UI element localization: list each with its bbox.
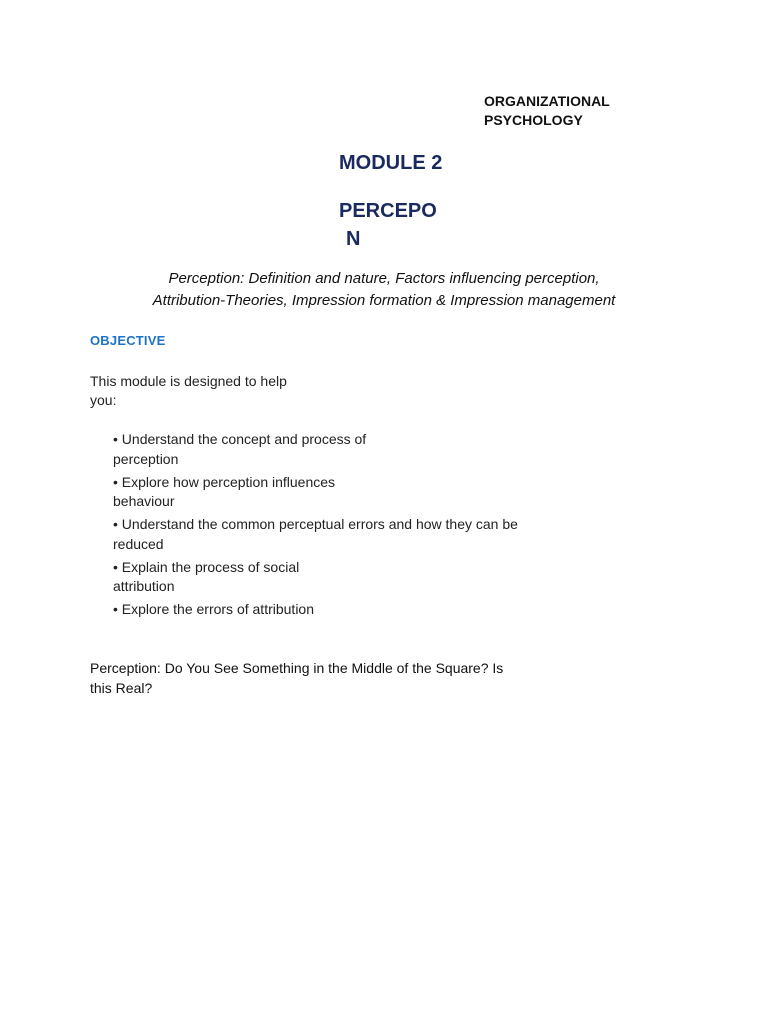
- closing-line-2: this Real?: [90, 680, 153, 696]
- list-item-line-1: • Understand the concept and process of: [113, 431, 367, 447]
- list-item-line-1: • Explain the process of social: [113, 558, 300, 575]
- objective-list: [113, 430, 518, 623]
- list-item-line-2: perception: [113, 450, 179, 467]
- list-item-line-1: • Explore how perception influences: [113, 473, 336, 490]
- list-item: [113, 430, 518, 469]
- objective-intro: [90, 372, 300, 410]
- list-item: [113, 515, 518, 554]
- subtitle-line-2: Attribution-Theories, Impression formation & Impression management: [152, 292, 616, 309]
- list-item-line-2: attribution: [113, 578, 175, 594]
- closing-paragraph: [90, 658, 510, 698]
- list-item-line-2: reduced: [113, 535, 164, 552]
- course-title-line-1: ORGANIZATIONAL: [484, 93, 610, 109]
- subtitle-line-1: Perception: Definition and nature, Factors influencing perception,: [168, 270, 600, 287]
- topic-title-line-2: N: [346, 228, 361, 250]
- intro-line-2: you:: [90, 392, 117, 408]
- intro-line-1: This module is designed to help: [90, 373, 287, 389]
- course-title: [484, 92, 684, 130]
- closing-line-1: Perception: Do You See Something in the Middle of the Square? Is: [90, 660, 504, 676]
- list-item: [113, 558, 518, 597]
- course-title-line-2: PSYCHOLOGY: [484, 112, 583, 128]
- objective-heading: OBJECTIVE: [90, 333, 166, 348]
- list-item-line-1: • Explore the errors of attribution: [113, 601, 314, 617]
- list-item-line-2: behaviour: [113, 493, 175, 509]
- module-subtitle: [100, 268, 668, 312]
- topic-title: [339, 197, 449, 253]
- module-title: MODULE 2: [339, 152, 443, 174]
- list-item: [113, 600, 518, 620]
- list-item-line-1: • Understand the common perceptual errors and how they can be: [113, 516, 518, 532]
- topic-title-line-1: PERCEPO: [339, 200, 437, 222]
- list-item: [113, 473, 518, 512]
